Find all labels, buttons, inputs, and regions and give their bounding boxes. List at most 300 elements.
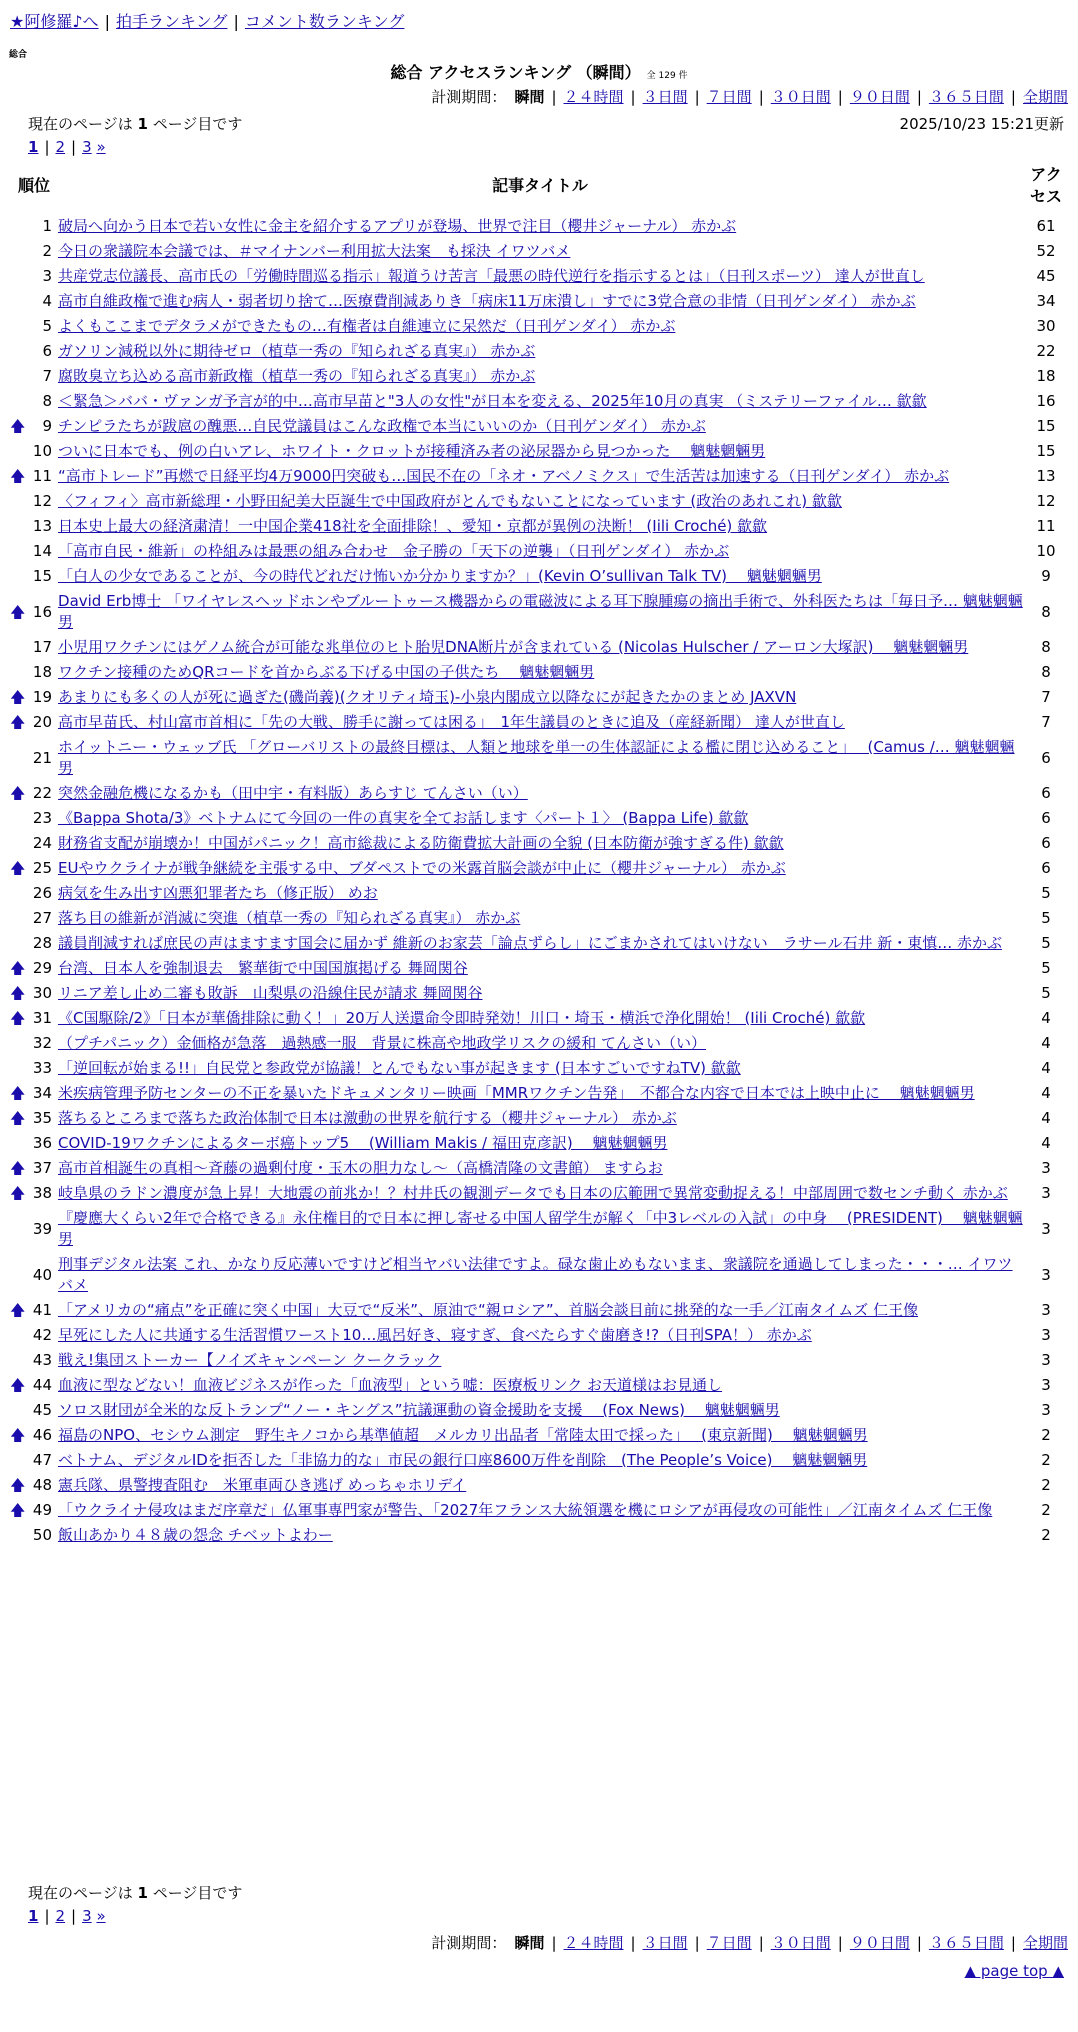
article-title-link[interactable]: 高市首相誕生の真相〜斉藤の過剰付度・玉木の胆力なし〜（高橋清隆の文書館） ますらお — [58, 1159, 663, 1177]
table-row — [10, 956, 1068, 981]
article-title-link[interactable]: ＜緊急＞ババ・ヴァンガ予言が的中…高市早苗と"3人の女性"が日本を変える、2025年10月の真実 （ミステリーファイル… 歙歙 — [58, 392, 927, 410]
rank-number: 28 — [32, 934, 53, 952]
pager-separator: | — [71, 138, 77, 156]
title-cell — [56, 414, 1024, 439]
article-title-link[interactable]: 今日の衆議院本会議では、＃マイナンバー利用拡大法案 も採決 イワツバメ — [58, 242, 571, 260]
article-title-link[interactable]: 突然金融危機になるかも（田中宇・有料版）あらすじ てんさい（い） — [58, 784, 528, 802]
access-count: 3 — [1041, 1326, 1051, 1344]
article-title-link[interactable]: 早死にした人に共通する生活習慣ワースト10…風呂好き、寝すぎ、食べたらすぐ歯磨き!?（日刊SPA！） 赤かぶ — [58, 1326, 812, 1344]
table-row — [10, 1423, 1068, 1448]
title-cell — [56, 1298, 1024, 1323]
rank-number: 9 — [42, 417, 53, 435]
title-cell — [56, 831, 1024, 856]
rank-number: 29 — [32, 959, 53, 977]
title-cell — [56, 589, 1024, 635]
period-selector-bottom — [431, 1932, 1068, 1954]
table-row — [10, 1373, 1068, 1398]
arrow-cell — [10, 1131, 28, 1156]
article-title-link[interactable]: 〈フィフィ〉高市新総理・小野田紀美大臣誕生で中国政府がとんでもないことになっています (政治のあれこれ) 歙歙 — [58, 492, 842, 510]
access-count: 6 — [1041, 784, 1051, 802]
title-cell — [56, 289, 1024, 314]
access-count: 5 — [1041, 959, 1051, 977]
table-row — [10, 685, 1068, 710]
rank-number: 18 — [32, 663, 53, 681]
table-row — [10, 1181, 1068, 1206]
rank-number: 1 — [42, 217, 53, 235]
pager-current-page[interactable]: 1 — [28, 138, 39, 156]
article-title-link[interactable]: COVID-19ワクチンによるターボ癌トップ5 (William Makis / 福田克彦訳) 魑魅魍魎男 — [58, 1134, 668, 1152]
rank-number: 33 — [32, 1059, 53, 1077]
arrow-cell — [10, 1523, 28, 1548]
access-count: 6 — [1041, 859, 1051, 877]
title-cell — [56, 735, 1024, 781]
article-title-link[interactable]: “高市トレード”再燃で日経平均4万9000円突破も…国民不在の「ネオ・アベノミクス」で生活苦は加速する（日刊ゲンダイ） 赤かぶ — [58, 467, 950, 485]
arrow-cell — [10, 906, 28, 931]
up-arrow-icon: 🡅 — [10, 1159, 26, 1177]
top-period-link[interactable]: ７日間 — [706, 88, 752, 106]
title-cell — [56, 1348, 1024, 1373]
table-row — [10, 364, 1068, 389]
up-arrow-icon: 🡅 — [10, 1301, 26, 1319]
arrow-cell — [10, 1348, 28, 1373]
rank-number: 3 — [42, 267, 53, 285]
arrow-cell — [10, 489, 28, 514]
arrow-cell — [10, 1206, 28, 1252]
article-title-link[interactable]: あまりにも多くの人が死に過ぎた(磯尚義)(クオリティ埼玉)-小泉内閣成立以降なにが起きたかのまとめ JAXVN — [58, 688, 797, 706]
article-title-link[interactable]: 《C国駆除/2》「日本が華僑排除に動く！」20万人送還命令即時発効！川口・埼玉・横浜で浄化開始！ (Iili Croché) 歙歙 — [58, 1009, 866, 1027]
page-info-number: 1 — [137, 1884, 148, 1902]
rank-number: 11 — [32, 467, 53, 485]
title-cell — [56, 1498, 1024, 1523]
title-cell — [56, 239, 1024, 264]
article-title-link[interactable]: ソロス財団が全米的な反トランプ“ノー・キングス”抗議運動の資金援助を支援 (Fox News) 魑魅魍魎男 — [58, 1401, 780, 1419]
article-title-link[interactable]: 《Bappa Shota/3》ベトナムにて今回の一件の真実を全てお話します〈パート１〉 (Bappa Life) 歙歙 — [58, 809, 749, 827]
title-cell — [56, 1473, 1024, 1498]
access-count: 8 — [1041, 663, 1051, 681]
rank-column-header: 順位 — [18, 176, 51, 195]
page-info-suffix: ページ目です — [147, 115, 243, 133]
rank-number: 24 — [32, 834, 53, 852]
article-title-link[interactable]: よくもここまでデタラメができたもの…有権者は自維連立に呆然だ（日刊ゲンダイ） 赤かぶ — [58, 317, 676, 335]
access-count: 2 — [1041, 1501, 1051, 1519]
bottom-period-link[interactable]: ３日間 — [642, 1934, 688, 1952]
access-count: 16 — [1036, 392, 1056, 410]
article-title-link[interactable]: ついに日本でも、例の白いアレ、ホワイト・クロットが接種済み者の泌尿器から見つかった 魑魅魍魎男 — [58, 442, 766, 460]
arrow-cell — [10, 660, 28, 685]
title-cell — [56, 339, 1024, 364]
access-count: 13 — [1036, 467, 1056, 485]
article-title-link[interactable]: チンピラたちが跋扈の醜悪…自民党議員はこんな政権で本当にいいのか（日刊ゲンダイ） 赤かぶ — [58, 417, 706, 435]
access-count: 4 — [1041, 1034, 1051, 1052]
clap-ranking-link[interactable]: 拍手ランキング — [115, 12, 228, 31]
up-arrow-icon: 🡅 — [10, 859, 26, 877]
article-title-link[interactable]: 飯山あかり４８歳の怨念 チベットよわー — [58, 1526, 333, 1544]
pager-next-link[interactable]: » — [96, 1907, 106, 1925]
rank-number: 14 — [32, 542, 53, 560]
period-separator: | — [694, 1934, 700, 1952]
table-row — [10, 1006, 1068, 1031]
table-row — [10, 289, 1068, 314]
article-title-link[interactable]: 落ちるところまで落ちた政治体制で日本は激動の世界を航行する（櫻井ジャーナル） 赤かぶ — [58, 1109, 677, 1127]
access-count: 4 — [1041, 1109, 1051, 1127]
access-count: 2 — [1041, 1476, 1051, 1494]
arrow-cell — [10, 1323, 28, 1348]
count-column-header: アクセス — [1030, 165, 1063, 206]
bottom-period-link[interactable]: ３６５日間 — [928, 1934, 1004, 1952]
article-title-link[interactable]: リニア差し止め二審も敗訴 山梨県の沿線住民が請求 舞岡関谷 — [58, 984, 483, 1002]
arrow-cell — [10, 735, 28, 781]
table-row — [10, 856, 1068, 881]
table-row — [10, 514, 1068, 539]
rank-number: 12 — [32, 492, 53, 510]
arrow-cell — [10, 439, 28, 464]
table-row — [10, 931, 1068, 956]
table-row — [10, 489, 1068, 514]
title-cell — [56, 1323, 1024, 1348]
access-count: 6 — [1041, 809, 1051, 827]
access-count: 3 — [1041, 1401, 1051, 1419]
rank-number: 4 — [42, 292, 53, 310]
title-cell — [56, 1373, 1024, 1398]
arrow-cell — [10, 339, 28, 364]
article-title-link[interactable]: ワクチン接種のためQRコードを首からぶる下げる中国の子供たち 魑魅魍魎男 — [58, 663, 595, 681]
period-separator: | — [551, 88, 557, 106]
rank-number: 2 — [42, 242, 53, 260]
pager-page-link[interactable]: 3 — [82, 138, 92, 156]
table-row — [10, 1473, 1068, 1498]
pager-separator: | — [44, 1907, 50, 1925]
article-title-link[interactable]: 岐阜県のラドン濃度が急上昇！大地震の前兆か！？村井氏の観測データでも日本の広範囲で異常変動捉える！中部周囲で数センチ動く 赤かぶ — [58, 1184, 1008, 1202]
rank-number: 21 — [32, 748, 53, 767]
access-count: 3 — [1041, 1184, 1051, 1202]
pager-next-link[interactable]: » — [96, 138, 106, 156]
page-title-text: 総合 アクセスランキング （瞬間） — [390, 63, 641, 82]
table-header — [10, 162, 1068, 214]
access-count: 5 — [1041, 909, 1051, 927]
pager-top — [28, 137, 106, 157]
article-title-link[interactable]: EUやウクライナが戦争継続を主張する中、ブダペストでの米露首脳会談が中止に（櫻井ジャーナル） 赤かぶ — [58, 859, 786, 877]
access-count: 15 — [1036, 417, 1056, 435]
up-arrow-icon: 🡅 — [10, 688, 26, 706]
table-row — [10, 906, 1068, 931]
period-separator: | — [758, 1934, 764, 1952]
article-title-link[interactable]: 「ウクライナ侵攻はまだ序章だ」仏軍事専門家が警告、「2027年フランス大統領選を機にロシアが再侵攻の可能性」／江南タイムズ 仁王像 — [58, 1501, 993, 1519]
access-count: 3 — [1041, 1219, 1051, 1238]
ranking-table — [10, 162, 1068, 1548]
article-title-link[interactable]: 腐敗臭立ち込める高市新政権（植草一秀の『知られざる真実』） 赤かぶ — [58, 367, 536, 385]
table-row — [10, 264, 1068, 289]
up-arrow-icon: 🡅 — [10, 1009, 26, 1027]
article-title-link[interactable]: 「逆回転が始まる!!」自民党と参政党が協議！とんでもない事が起きます (日本すごいですねTV) 歙歙 — [58, 1059, 741, 1077]
top-period-link[interactable]: ２４時間 — [563, 88, 624, 106]
period-separator: | — [630, 1934, 636, 1952]
article-title-link[interactable]: 共産党志位議長、高市氏の「労働時間巡る指示」報道うけ苦言「最悪の時代逆行を指示するとは」（日刊スポーツ） 達人が世直し — [58, 267, 925, 285]
title-cell — [56, 685, 1024, 710]
arrow-cell — [10, 1031, 28, 1056]
bottom-period-link[interactable]: ９０日間 — [849, 1934, 910, 1952]
up-arrow-icon: 🡅 — [10, 417, 26, 435]
top-period-link[interactable]: ３日間 — [642, 88, 688, 106]
article-title-link[interactable]: 「アメリカの“痛点”を正確に突く中国」大豆で“反米”、原油で“親ロシア”、首脳会談目前に挑発的な一手／江南タイムズ 仁王像 — [58, 1301, 919, 1319]
title-cell — [56, 1398, 1024, 1423]
article-title-link[interactable]: 高市早苗氏、村山富市首相に「先の大戦、勝手に謝っては困る」 1年生議員のときに追及（産経新聞） 達人が世直し — [58, 713, 845, 731]
page-title — [0, 63, 1078, 86]
top-period-link[interactable]: 全期間 — [1022, 88, 1068, 106]
rank-number: 17 — [32, 638, 53, 656]
bottom-period-link[interactable]: 全期間 — [1022, 1934, 1068, 1952]
access-count: 30 — [1036, 317, 1056, 335]
table-row — [10, 735, 1068, 781]
rank-number: 5 — [42, 317, 53, 335]
rank-number: 34 — [32, 1084, 53, 1102]
rank-number: 36 — [32, 1134, 53, 1152]
access-count: 45 — [1036, 267, 1056, 285]
bottom-period-link[interactable]: ３０日間 — [770, 1934, 831, 1952]
access-count: 2 — [1041, 1426, 1051, 1444]
table-row — [10, 1206, 1068, 1252]
article-title-link[interactable]: 高市自維政権で進む病人・弱者切り捨て…医療費削減ありき「病床11万床潰し」すでに3党合意の非情（日刊ゲンダイ） 赤かぶ — [58, 292, 916, 310]
title-cell — [56, 1156, 1024, 1181]
article-title-link[interactable]: ベトナム、デジタルIDを拒否した「非協力的な」市民の銀行口座8600万件を削除 (The People’s Voice) 魑魅魍魎男 — [58, 1451, 868, 1469]
table-row — [10, 314, 1068, 339]
arrow-cell — [10, 1252, 28, 1298]
article-title-link[interactable]: 「高市自民・維新」の枠組みは最悪の組み合わせ 金子勝の「天下の逆襲」（日刊ゲンダイ） 赤かぶ — [58, 542, 730, 560]
access-count: 2 — [1041, 1451, 1051, 1469]
title-cell — [56, 1252, 1024, 1298]
bottom-period-link[interactable]: ２４時間 — [563, 1934, 624, 1952]
rank-number: 38 — [32, 1184, 53, 1202]
table-row — [10, 1498, 1068, 1523]
period-label: 計測期間： — [431, 88, 507, 106]
title-cell — [56, 931, 1024, 956]
access-count: 3 — [1041, 1159, 1051, 1177]
rank-number: 48 — [32, 1476, 53, 1494]
article-title-link[interactable]: 財務省支配が崩壊か！中国がパニック！高市総裁による防衛費拡大計画の全貌 (日本防衛が強すぎる件) 歙歙 — [58, 834, 784, 852]
up-arrow-icon: 🡅 — [10, 1084, 26, 1102]
access-count: 6 — [1041, 748, 1051, 767]
table-row — [10, 1131, 1068, 1156]
table-row — [10, 1106, 1068, 1131]
arrow-cell — [10, 514, 28, 539]
access-count: 15 — [1036, 442, 1056, 460]
arrow-cell — [10, 881, 28, 906]
access-count: 5 — [1041, 884, 1051, 902]
pager-page-link[interactable]: 3 — [82, 1907, 92, 1925]
article-title-link[interactable]: 小児用ワクチンにはゲノム統合が可能な兆単位のヒト胎児DNA断片が含まれている (Nicolas Hulscher / アーロン大塚訳) 魑魅魍魎男 — [58, 638, 969, 656]
table-row — [10, 660, 1068, 685]
table-row — [10, 981, 1068, 1006]
home-link[interactable]: ★阿修羅♪へ — [10, 12, 99, 31]
rank-number: 16 — [32, 602, 53, 621]
access-count: 5 — [1041, 934, 1051, 952]
table-row — [10, 564, 1068, 589]
title-cell — [56, 781, 1024, 806]
period-separator: | — [837, 88, 843, 106]
table-row — [10, 806, 1068, 831]
title-cell — [56, 1056, 1024, 1081]
up-arrow-icon: 🡅 — [10, 467, 26, 485]
table-row — [10, 539, 1068, 564]
article-title-link[interactable]: 日本史上最大の経済粛清！一中国企業418社を全面排除！、愛知・京都が異例の決断！ (Iili Croché) 歙歙 — [58, 517, 768, 535]
table-row — [10, 414, 1068, 439]
up-arrow-icon: 🡅 — [10, 713, 26, 731]
title-cell — [56, 489, 1024, 514]
article-title-link[interactable]: 議員削減すれば庶民の声はますます国会に届かず 維新のお家芸「論点ずらし」にごまかされてはいけない ラサール石井 新・東慎… 赤かぶ — [58, 934, 1003, 952]
title-count: 全 129 件 — [646, 71, 688, 81]
table-row — [10, 389, 1068, 414]
comment-ranking-link[interactable]: コメント数ランキング — [244, 12, 405, 31]
pager-separator: | — [44, 138, 50, 156]
page-top-link[interactable]: ▲ page top ▲ — [964, 1962, 1064, 1980]
arrow-cell — [10, 1448, 28, 1473]
period-separator: | — [916, 88, 922, 106]
title-cell — [56, 389, 1024, 414]
rank-number: 40 — [32, 1265, 53, 1284]
table-row — [10, 1398, 1068, 1423]
title-cell — [56, 1448, 1024, 1473]
article-title-link[interactable]: 病気を生み出す凶悪犯罪者たち（修正版） めお — [58, 884, 378, 902]
page-info-top — [28, 114, 242, 134]
table-row — [10, 1056, 1068, 1081]
rank-number: 46 — [32, 1426, 53, 1444]
access-count: 10 — [1036, 542, 1056, 560]
period-separator: | — [551, 1934, 557, 1952]
period-label: 計測期間： — [431, 1934, 507, 1952]
title-cell — [56, 514, 1024, 539]
page-info-prefix: 現在のページは — [28, 1884, 138, 1902]
article-title-link[interactable]: ガソリン減税以外に期待ゼロ（植草一秀の『知られざる真実』） 赤かぶ — [58, 342, 536, 360]
article-title-link[interactable]: ホイットニー・ウェッブ氏 「グローバリストの最終目標は、人類と地球を単一の生体認証による檻に閉じ込めること」 (Camus /… 魑魅魍魎男 — [58, 738, 1015, 777]
title-cell — [56, 1106, 1024, 1131]
table-row — [10, 1348, 1068, 1373]
article-title-link[interactable]: 憲兵隊、県警捜査阻む 米軍車両ひき逃げ めっちゃホリデイ — [58, 1476, 467, 1494]
rank-number: 7 — [42, 367, 53, 385]
access-count: 4 — [1041, 1134, 1051, 1152]
arrow-cell — [10, 214, 28, 239]
table-row — [10, 1252, 1068, 1298]
title-cell — [56, 856, 1024, 881]
title-cell — [56, 464, 1024, 489]
article-title-link[interactable]: 戦え!集団ストーカー【ノイズキャンペーン クークラック — [58, 1351, 442, 1369]
title-cell — [56, 214, 1024, 239]
rank-number: 42 — [32, 1326, 53, 1344]
table-row — [10, 1323, 1068, 1348]
rank-number: 26 — [32, 884, 53, 902]
access-count: 8 — [1041, 638, 1051, 656]
access-count: 34 — [1036, 292, 1056, 310]
top-period-link[interactable]: ９０日間 — [849, 88, 910, 106]
period-current: 瞬間 — [514, 1934, 545, 1952]
access-count: 3 — [1041, 1376, 1051, 1394]
article-title-link[interactable]: （プチパニック）金価格が急落 過熱感一服 背景に株高や地政学リスクの緩和 てんさい（い） — [58, 1034, 706, 1052]
article-title-link[interactable]: 福島のNPO、セシウム測定 野生キノコから基準値超 メルカリ出品者「常陸太田で採った」 (東京新聞) 魑魅魍魎男 — [58, 1426, 868, 1444]
arrow-cell — [10, 364, 28, 389]
up-arrow-icon: 🡅 — [10, 1501, 26, 1519]
period-selector-top — [431, 86, 1068, 108]
page-info-bottom — [28, 1883, 242, 1903]
article-title-link[interactable]: David Erb博士 「ワイヤレスヘッドホンやブルートゥース機器からの電磁波による耳下腺腫瘍の摘出手術で、外科医たちは「毎日予… 魑魅魍魎男 — [58, 592, 1023, 631]
article-title-link[interactable]: 血液に型などない！血液ビジネスが作った「血液型」という嘘：医療板リンク お天道様はお見通し — [58, 1376, 723, 1394]
pager-bottom — [28, 1906, 106, 1926]
rank-number: 30 — [32, 984, 53, 1002]
table-row — [10, 1448, 1068, 1473]
access-count: 3 — [1041, 1351, 1051, 1369]
period-separator: | — [1010, 88, 1016, 106]
title-cell — [56, 660, 1024, 685]
access-count: 22 — [1036, 342, 1056, 360]
title-cell — [56, 439, 1024, 464]
bottom-period-link[interactable]: ７日間 — [706, 1934, 752, 1952]
title-cell — [56, 314, 1024, 339]
period-separator: | — [630, 88, 636, 106]
arrow-cell — [10, 289, 28, 314]
access-count: 11 — [1036, 517, 1056, 535]
access-count: 4 — [1041, 1084, 1051, 1102]
up-arrow-icon: 🡅 — [10, 984, 26, 1002]
access-count: 61 — [1036, 217, 1056, 235]
period-separator: | — [837, 1934, 843, 1952]
title-column-header: 記事タイトル — [492, 176, 588, 195]
top-period-link[interactable]: ３０日間 — [770, 88, 831, 106]
table-row — [10, 635, 1068, 660]
arrow-cell — [10, 806, 28, 831]
article-title-link[interactable]: 刑事デジタル法案 これ、かなり反応薄いですけど相当ヤバい法律ですよ。碌な歯止めもないまま、衆議院を通過してしまった・・・… イワツバメ — [58, 1255, 1013, 1294]
pager-page-link[interactable]: 2 — [55, 138, 66, 156]
pager-page-link[interactable]: 2 — [55, 1907, 66, 1925]
title-cell — [56, 1131, 1024, 1156]
title-cell — [56, 539, 1024, 564]
access-count: 8 — [1041, 602, 1051, 621]
top-period-link[interactable]: ３６５日間 — [928, 88, 1004, 106]
article-title-link[interactable]: 台湾、日本人を強制退去 繁華街で中国国旗掲げる 舞岡関谷 — [58, 959, 468, 977]
access-count: 4 — [1041, 1009, 1051, 1027]
up-arrow-icon: 🡅 — [10, 602, 26, 621]
arrow-cell — [10, 239, 28, 264]
up-arrow-icon: 🡅 — [10, 959, 26, 977]
rank-number: 44 — [32, 1376, 53, 1394]
table-row — [10, 1031, 1068, 1056]
up-arrow-icon: 🡅 — [10, 1376, 26, 1394]
rank-number: 27 — [32, 909, 53, 927]
rank-number: 37 — [32, 1159, 53, 1177]
access-count: 7 — [1041, 688, 1051, 706]
title-cell — [56, 710, 1024, 735]
up-arrow-icon: 🡅 — [10, 1476, 26, 1494]
rank-number: 10 — [32, 442, 53, 460]
table-row — [10, 1523, 1068, 1548]
article-title-link[interactable]: 「白人の少女であることが、今の時代どれだけ怖いか分かりますか？」(Kevin O’sullivan Talk TV) 魑魅魍魎男 — [58, 567, 822, 585]
pager-current-page[interactable]: 1 — [28, 1907, 39, 1925]
rank-number: 19 — [32, 688, 53, 706]
access-count: 3 — [1041, 1301, 1051, 1319]
rank-number: 13 — [32, 517, 53, 535]
rank-number: 50 — [32, 1526, 53, 1544]
article-title-link[interactable]: 『慶應大くらい2年で合格できる』永住権目的で日本に押し寄せる中国人留学生が解く「中3レベルの入試」の中身 (PRESIDENT) 魑魅魍魎男 — [58, 1209, 1023, 1248]
rank-number: 23 — [32, 809, 53, 827]
article-title-link[interactable]: 落ち目の維新が消滅に突進（植草一秀の『知られざる真実』） 赤かぶ — [58, 909, 521, 927]
access-count: 3 — [1041, 1265, 1051, 1284]
table-row — [10, 464, 1068, 489]
table-row — [10, 1298, 1068, 1323]
period-separator: | — [1010, 1934, 1016, 1952]
title-cell — [56, 1423, 1024, 1448]
rank-number: 25 — [32, 859, 53, 877]
title-cell — [56, 906, 1024, 931]
rank-number: 47 — [32, 1451, 53, 1469]
article-title-link[interactable]: 破局へ向かう日本で若い女性に金主を紹介するアプリが登場、世界で注目（櫻井ジャーナル） 赤かぶ — [58, 217, 737, 235]
title-cell — [56, 264, 1024, 289]
article-title-link[interactable]: 米疾病管理予防センターの不正を暴いたドキュメンタリー映画「MMRワクチン告発」 不都合な内容で日本では上映中止に 魑魅魍魎男 — [58, 1084, 975, 1102]
